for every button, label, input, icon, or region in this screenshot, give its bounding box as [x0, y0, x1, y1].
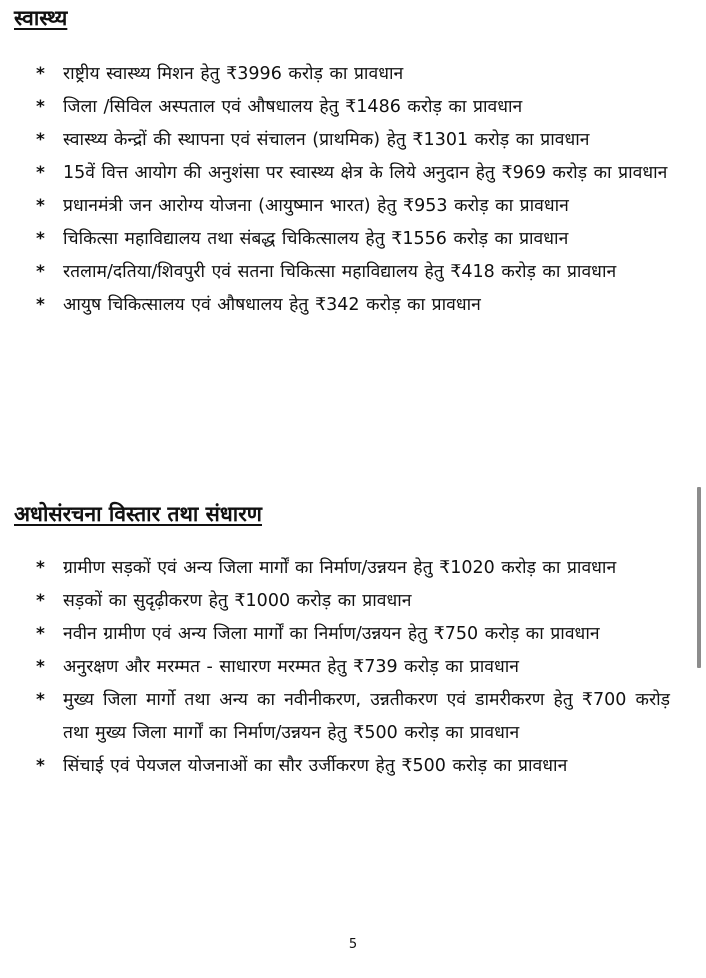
asterisk-bullet-icon: *: [36, 624, 45, 644]
section-heading-infrastructure: अधोसंरचना विस्तार तथा संधारण: [14, 502, 262, 526]
asterisk-bullet-icon: *: [36, 295, 45, 315]
list-item: [0, 552, 670, 585]
asterisk-bullet-icon: *: [36, 591, 45, 611]
list-item-text: रतलाम/दतिया/शिवपुरी एवं सतना चिकित्सा महाविद्यालय हेतु ₹418 करोड़ का प्रावधान: [63, 262, 617, 282]
list-item: [0, 256, 670, 289]
list-item-text: सड़कों का सुदृढ़ीकरण हेतु ₹1000 करोड़ का प्रावधान: [63, 591, 412, 611]
asterisk-bullet-icon: *: [36, 163, 45, 183]
page-number: 5: [348, 937, 358, 952]
list-item-text: ग्रामीण सड़कों एवं अन्य जिला मार्गों का निर्माण/उन्नयन हेतु ₹1020 करोड़ का प्रावधान: [63, 558, 617, 578]
list-item-text: आयुष चिकित्सालय एवं औषधालय हेतु ₹342 करोड़ का प्रावधान: [63, 295, 481, 315]
list-item: [0, 91, 670, 124]
list-item-text: राष्ट्रीय स्वास्थ्य मिशन हेतु ₹3996 करोड़ का प्रावधान: [63, 64, 404, 84]
list-item: [0, 223, 670, 256]
asterisk-bullet-icon: *: [36, 657, 45, 677]
vertical-scrollbar-thumb[interactable]: [697, 487, 701, 668]
list-item-text: मुख्य जिला मार्गो तथा अन्य का नवीनीकरण, उन्नतीकरण एवं डामरीकरण हेतु ₹700 करोड़ तथा मुख्य जिला मार्गों का निर्माण/उन्नयन हेतु ₹500 करोड़ का प्रावधान: [63, 690, 670, 743]
list-item: [0, 190, 670, 223]
list-item: [0, 585, 670, 618]
list-item: [0, 618, 670, 651]
list-item-text: प्रधानमंत्री जन आरोग्य योजना (आयुष्मान भारत) हेतु ₹953 करोड़ का प्रावधान: [63, 196, 569, 216]
list-item: [0, 157, 670, 190]
infrastructure-provision-list: [0, 552, 706, 783]
list-item-text: 15वें वित्त आयोग की अनुशंसा पर स्वास्थ्य क्षेत्र के लिये अनुदान हेतु ₹969 करोड़ का प्रावधान: [63, 163, 668, 183]
asterisk-bullet-icon: *: [36, 64, 45, 84]
list-item: [0, 124, 670, 157]
asterisk-bullet-icon: *: [36, 97, 45, 117]
list-item: [0, 58, 670, 91]
asterisk-bullet-icon: *: [36, 690, 45, 710]
list-item-text: जिला /सिविल अस्पताल एवं औषधालय हेतु ₹1486 करोड़ का प्रावधान: [63, 97, 523, 117]
list-item-text: अनुरक्षण और मरम्मत - साधारण मरम्मत हेतु ₹739 करोड़ का प्रावधान: [63, 657, 519, 677]
asterisk-bullet-icon: *: [36, 262, 45, 282]
asterisk-bullet-icon: *: [36, 558, 45, 578]
list-item-text: नवीन ग्रामीण एवं अन्य जिला मार्गों का निर्माण/उन्नयन हेतु ₹750 करोड़ का प्रावधान: [63, 624, 600, 644]
list-item-text: चिकित्सा महाविद्यालय तथा संबद्ध चिकित्सालय हेतु ₹1556 करोड़ का प्रावधान: [63, 229, 569, 249]
asterisk-bullet-icon: *: [36, 229, 45, 249]
asterisk-bullet-icon: *: [36, 756, 45, 776]
list-item: [0, 684, 670, 750]
health-provision-list: [0, 58, 706, 322]
list-item-text: स्वास्थ्य केन्द्रों की स्थापना एवं संचालन (प्राथमिक) हेतु ₹1301 करोड़ का प्रावधान: [63, 130, 590, 150]
asterisk-bullet-icon: *: [36, 130, 45, 150]
list-item-text: सिंचाई एवं पेयजल योजनाओं का सौर उर्जीकरण हेतु ₹500 करोड़ का प्रावधान: [63, 756, 568, 776]
asterisk-bullet-icon: *: [36, 196, 45, 216]
list-item: [0, 651, 670, 684]
list-item: [0, 289, 670, 322]
list-item: [0, 750, 670, 783]
section-heading-health: स्वास्थ्य: [14, 6, 68, 30]
